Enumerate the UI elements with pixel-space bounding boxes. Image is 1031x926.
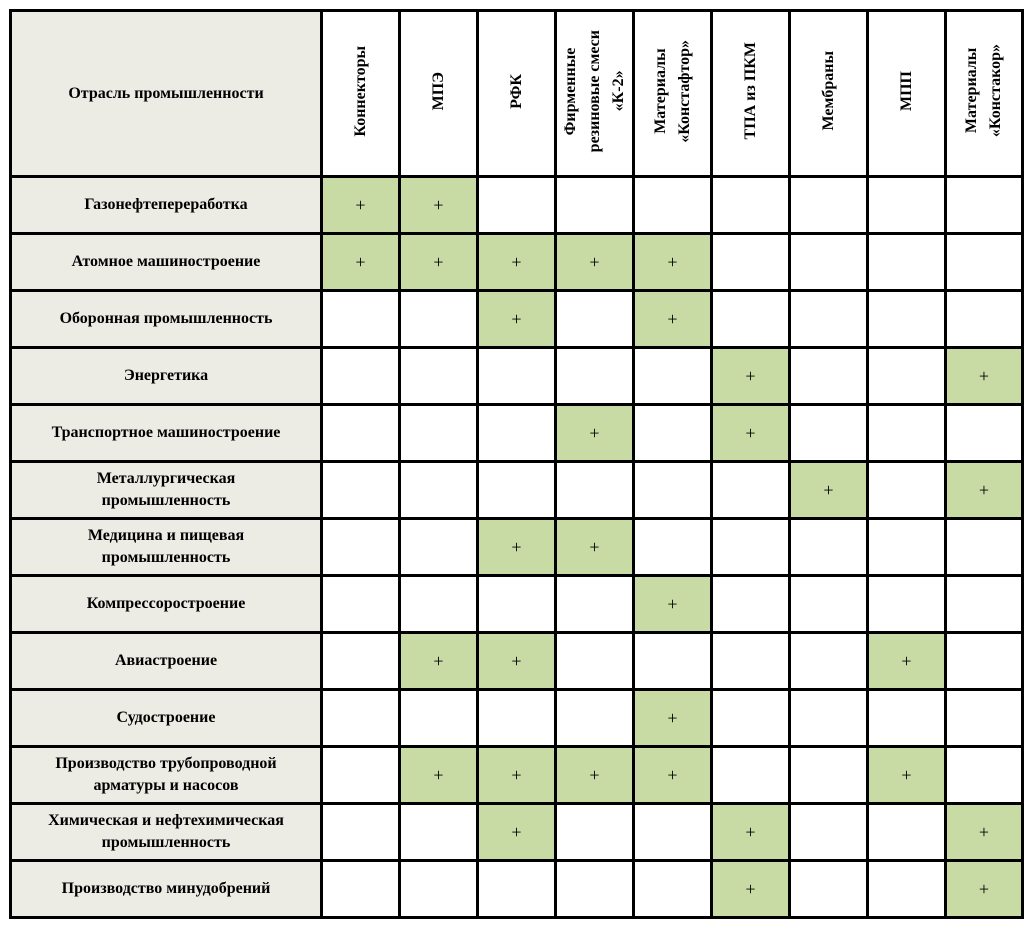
empty-cell (868, 690, 946, 747)
applicability-mark: + (322, 177, 400, 234)
column-header-label: РФК (507, 73, 525, 109)
empty-cell (946, 291, 1023, 348)
table-row (11, 234, 1023, 291)
empty-cell (634, 405, 712, 462)
empty-cell (400, 804, 478, 861)
industry-label: Газонефтепереработка (11, 177, 322, 234)
column-header-5 (634, 11, 712, 177)
empty-cell (790, 348, 868, 405)
empty-cell (868, 177, 946, 234)
table-row (11, 348, 1023, 405)
table-row (11, 291, 1023, 348)
applicability-mark: + (634, 576, 712, 633)
empty-cell (868, 861, 946, 918)
applicability-mark: + (478, 519, 556, 576)
empty-cell (400, 291, 478, 348)
table-row (11, 747, 1023, 804)
applicability-mark: + (712, 348, 790, 405)
empty-cell (556, 804, 634, 861)
column-header-label: МПП (897, 71, 915, 111)
column-header-label: Материалы «Констакор» (963, 44, 1004, 138)
empty-cell (712, 462, 790, 519)
matrix-body (11, 177, 1023, 918)
empty-cell (868, 804, 946, 861)
industry-label: Атомное машиностроение (11, 234, 322, 291)
applicability-mark: + (946, 348, 1023, 405)
empty-cell (322, 690, 400, 747)
applicability-mark: + (712, 405, 790, 462)
empty-cell (946, 576, 1023, 633)
applicability-mark: + (556, 747, 634, 804)
empty-cell (478, 861, 556, 918)
column-header-6 (712, 11, 790, 177)
applicability-mark: + (400, 747, 478, 804)
empty-cell (790, 234, 868, 291)
empty-cell (556, 348, 634, 405)
column-header-2 (400, 11, 478, 177)
empty-cell (556, 177, 634, 234)
column-header-9 (946, 11, 1023, 177)
empty-cell (556, 576, 634, 633)
applicability-mark: + (868, 747, 946, 804)
applicability-mark: + (400, 177, 478, 234)
empty-cell (478, 690, 556, 747)
empty-cell (868, 348, 946, 405)
empty-cell (712, 177, 790, 234)
empty-cell (478, 348, 556, 405)
column-header-label: Материалы «Констафтор» (651, 39, 693, 143)
empty-cell (634, 519, 712, 576)
empty-cell (400, 576, 478, 633)
industry-matrix-table (9, 9, 1024, 919)
empty-cell (634, 804, 712, 861)
empty-cell (400, 348, 478, 405)
applicability-mark: + (478, 747, 556, 804)
empty-cell (556, 291, 634, 348)
industry-column-header: Отрасль промышленности (11, 11, 322, 177)
empty-cell (790, 576, 868, 633)
applicability-mark: + (556, 519, 634, 576)
applicability-mark: + (634, 234, 712, 291)
empty-cell (712, 690, 790, 747)
empty-cell (478, 177, 556, 234)
industry-label: Медицина и пищевая промышленность (11, 519, 322, 576)
empty-cell (790, 519, 868, 576)
table-row (11, 177, 1023, 234)
applicability-mark: + (946, 462, 1023, 519)
applicability-mark: + (712, 861, 790, 918)
column-header-3 (478, 11, 556, 177)
empty-cell (400, 861, 478, 918)
table-row (11, 690, 1023, 747)
empty-cell (790, 690, 868, 747)
empty-cell (322, 462, 400, 519)
empty-cell (712, 633, 790, 690)
empty-cell (634, 348, 712, 405)
empty-cell (946, 747, 1023, 804)
empty-cell (322, 747, 400, 804)
empty-cell (790, 633, 868, 690)
table-row (11, 576, 1023, 633)
empty-cell (400, 690, 478, 747)
applicability-mark: + (946, 804, 1023, 861)
empty-cell (868, 519, 946, 576)
applicability-mark: + (556, 405, 634, 462)
table-row (11, 519, 1023, 576)
empty-cell (946, 405, 1023, 462)
applicability-mark: + (634, 747, 712, 804)
empty-cell (790, 177, 868, 234)
empty-cell (556, 633, 634, 690)
applicability-mark: + (322, 234, 400, 291)
table-row (11, 462, 1023, 519)
industry-label: Судостроение (11, 690, 322, 747)
column-header-label: Фирменные резиновые смеси «К-2» (561, 29, 627, 153)
empty-cell (712, 747, 790, 804)
applicability-mark: + (478, 804, 556, 861)
table-row (11, 861, 1023, 918)
empty-cell (868, 405, 946, 462)
empty-cell (946, 234, 1023, 291)
empty-cell (400, 462, 478, 519)
empty-cell (712, 234, 790, 291)
column-header-label: Коннекторы (351, 45, 369, 137)
column-header-label: Мембраны (819, 51, 837, 131)
empty-cell (322, 291, 400, 348)
empty-cell (322, 804, 400, 861)
empty-cell (634, 177, 712, 234)
empty-cell (868, 576, 946, 633)
industry-label: Оборонная промышленность (11, 291, 322, 348)
applicability-mark: + (556, 234, 634, 291)
empty-cell (322, 348, 400, 405)
table-row (11, 405, 1023, 462)
empty-cell (400, 519, 478, 576)
column-header-7 (790, 11, 868, 177)
empty-cell (400, 405, 478, 462)
empty-cell (556, 861, 634, 918)
column-header-label: МПЭ (429, 71, 447, 111)
applicability-mark: + (868, 633, 946, 690)
empty-cell (868, 234, 946, 291)
applicability-mark: + (400, 234, 478, 291)
empty-cell (946, 690, 1023, 747)
empty-cell (322, 633, 400, 690)
empty-cell (946, 177, 1023, 234)
empty-cell (790, 405, 868, 462)
empty-cell (322, 576, 400, 633)
table-row (11, 633, 1023, 690)
industry-label: Энергетика (11, 348, 322, 405)
industry-label: Транспортное машиностроение (11, 405, 322, 462)
header-row (11, 11, 1023, 177)
empty-cell (322, 405, 400, 462)
empty-cell (790, 861, 868, 918)
applicability-mark: + (400, 633, 478, 690)
industry-label: Металлургическая промышленность (11, 462, 322, 519)
empty-cell (790, 747, 868, 804)
applicability-mark: + (478, 234, 556, 291)
column-header-8 (868, 11, 946, 177)
empty-cell (478, 576, 556, 633)
empty-cell (322, 519, 400, 576)
empty-cell (478, 462, 556, 519)
empty-cell (712, 576, 790, 633)
empty-cell (790, 804, 868, 861)
empty-cell (634, 861, 712, 918)
empty-cell (946, 633, 1023, 690)
industry-label: Химическая и нефтехимическая промышленность (11, 804, 322, 861)
industry-label: Производство трубопроводной арматуры и насосов (11, 747, 322, 804)
industry-label: Компрессоростроение (11, 576, 322, 633)
empty-cell (868, 291, 946, 348)
applicability-mark: + (478, 291, 556, 348)
industry-label: Производство минудобрений (11, 861, 322, 918)
empty-cell (322, 861, 400, 918)
column-header-1 (322, 11, 400, 177)
industry-label: Авиастроение (11, 633, 322, 690)
applicability-mark: + (634, 690, 712, 747)
empty-cell (712, 519, 790, 576)
empty-cell (712, 291, 790, 348)
applicability-mark: + (712, 804, 790, 861)
empty-cell (556, 690, 634, 747)
applicability-mark: + (634, 291, 712, 348)
empty-cell (868, 462, 946, 519)
empty-cell (478, 405, 556, 462)
applicability-mark: + (946, 861, 1023, 918)
column-header-label: ТПА из ПКМ (741, 42, 759, 140)
applicability-mark: + (790, 462, 868, 519)
empty-cell (634, 462, 712, 519)
applicability-mark: + (478, 633, 556, 690)
column-header-4 (556, 11, 634, 177)
empty-cell (790, 291, 868, 348)
empty-cell (634, 633, 712, 690)
table-row (11, 804, 1023, 861)
empty-cell (946, 519, 1023, 576)
empty-cell (556, 462, 634, 519)
